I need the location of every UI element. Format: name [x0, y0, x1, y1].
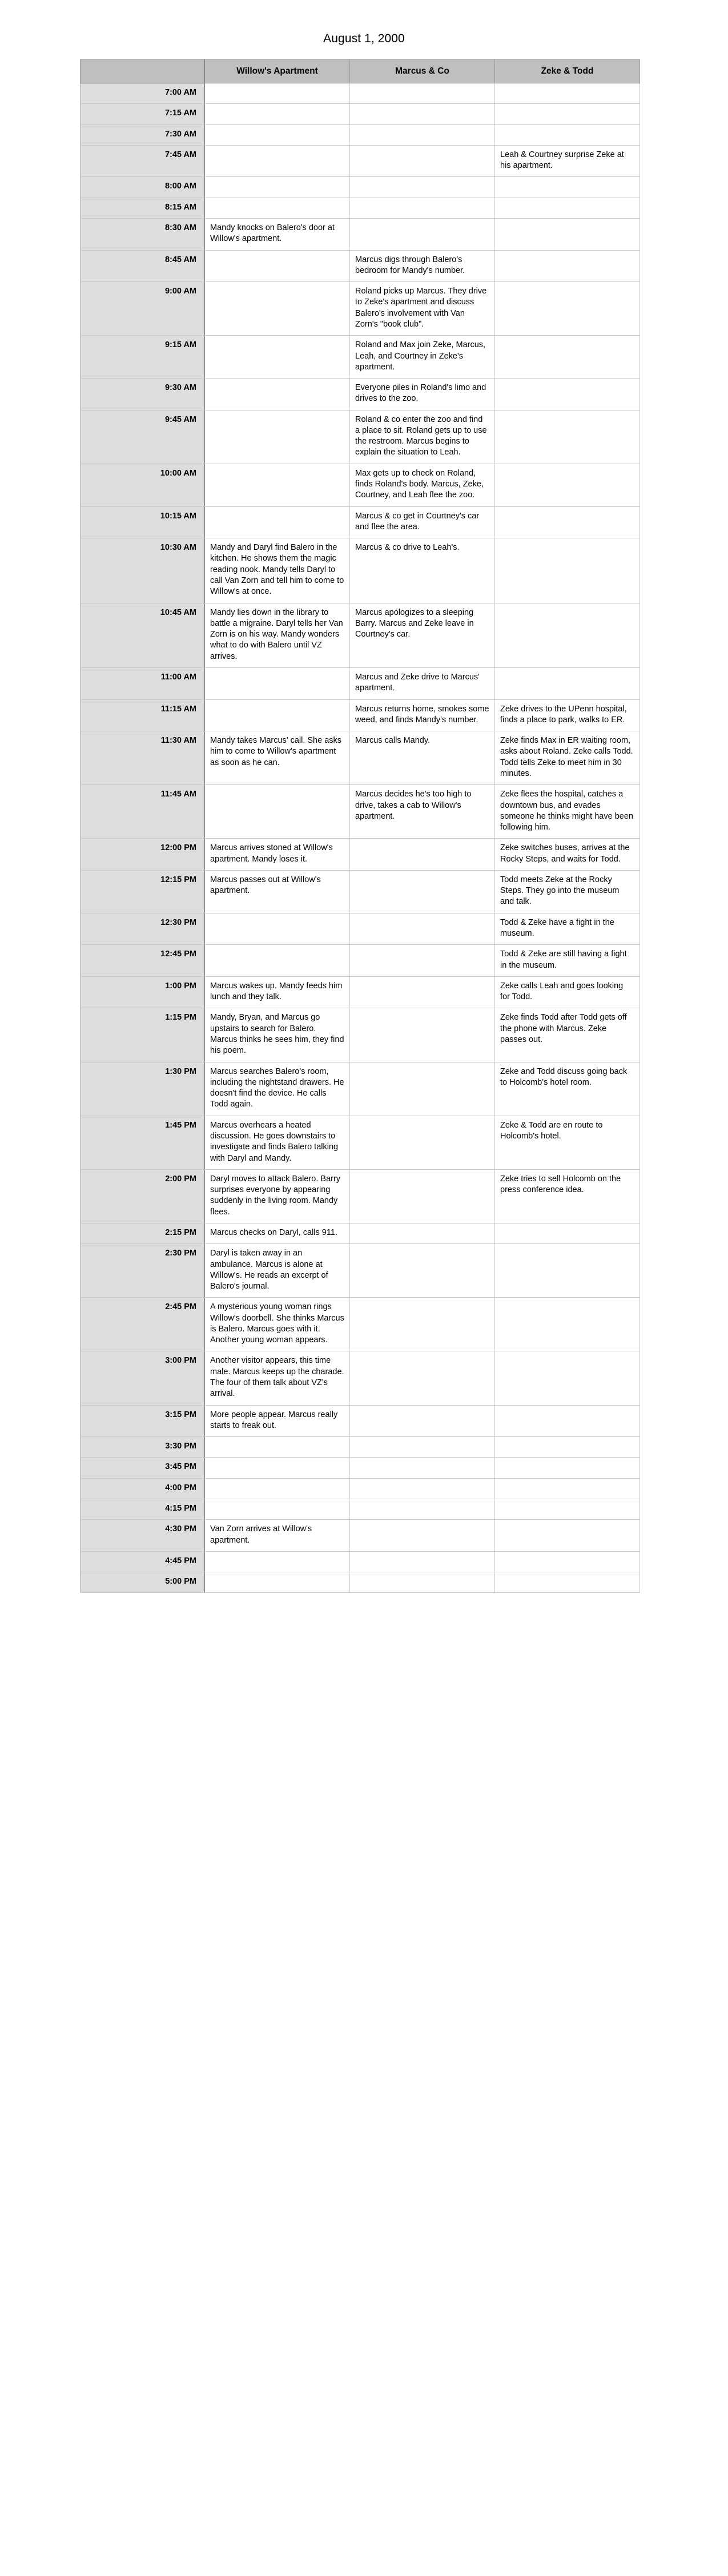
- table-row: [81, 336, 640, 379]
- time-label: 1:15 PM: [81, 1008, 205, 1062]
- event-cell-marcus-and-co: [350, 104, 495, 124]
- event-cell-marcus-and-co: [350, 1499, 495, 1520]
- event-cell-zeke-and-todd: [495, 1405, 640, 1437]
- event-cell-willows-apartment: Another visitor appears, this time male. Marcus keeps up the charade. The four of them talk about VZ's arrival.: [205, 1351, 350, 1405]
- event-cell-zeke-and-todd: Todd & Zeke are still having a fight in the museum.: [495, 945, 640, 977]
- event-cell-zeke-and-todd: [495, 104, 640, 124]
- event-cell-zeke-and-todd: Zeke tries to sell Holcomb on the press conference idea.: [495, 1169, 640, 1223]
- table-row: [81, 1551, 640, 1572]
- event-cell-zeke-and-todd: [495, 177, 640, 198]
- time-label: 7:45 AM: [81, 145, 205, 177]
- time-label: 7:15 AM: [81, 104, 205, 124]
- event-cell-willows-apartment: [205, 410, 350, 464]
- event-cell-zeke-and-todd: [495, 1520, 640, 1552]
- event-cell-willows-apartment: Daryl moves to attack Balero. Barry surprises everyone by appearing suddenly in the living room. Mandy flees.: [205, 1169, 350, 1223]
- event-cell-willows-apartment: [205, 1551, 350, 1572]
- event-cell-marcus-and-co: [350, 177, 495, 198]
- event-cell-zeke-and-todd: Zeke finds Max in ER waiting room, asks about Roland. Zeke calls Todd. Todd tells Zeke to meet him in 30 minutes.: [495, 731, 640, 785]
- event-cell-zeke-and-todd: [495, 1223, 640, 1243]
- timeline-table: [80, 59, 640, 1593]
- time-label: 2:15 PM: [81, 1223, 205, 1243]
- table-row: [81, 1223, 640, 1243]
- time-label: 4:00 PM: [81, 1478, 205, 1499]
- table-row: [81, 1008, 640, 1062]
- time-label: 3:00 PM: [81, 1351, 205, 1405]
- event-cell-zeke-and-todd: [495, 83, 640, 104]
- time-label: 3:15 PM: [81, 1405, 205, 1437]
- event-cell-willows-apartment: [205, 1499, 350, 1520]
- time-label: 9:45 AM: [81, 410, 205, 464]
- event-cell-marcus-and-co: [350, 1223, 495, 1243]
- table-row: [81, 976, 640, 1008]
- table-row: [81, 667, 640, 699]
- table-row: [81, 1062, 640, 1116]
- table-row: [81, 1437, 640, 1458]
- event-cell-marcus-and-co: Roland picks up Marcus. They drive to Zeke's apartment and discuss Balero's involvement with Van Zorn's "book club".: [350, 282, 495, 336]
- table-row: [81, 1405, 640, 1437]
- time-label: 10:15 AM: [81, 506, 205, 538]
- event-cell-zeke-and-todd: [495, 1437, 640, 1458]
- table-row: [81, 731, 640, 785]
- event-cell-marcus-and-co: [350, 945, 495, 977]
- event-cell-marcus-and-co: [350, 1351, 495, 1405]
- event-cell-willows-apartment: Daryl is taken away in an ambulance. Marcus is alone at Willow's. He reads an excerpt of Balero's journal.: [205, 1244, 350, 1298]
- time-label: 1:30 PM: [81, 1062, 205, 1116]
- event-cell-willows-apartment: [205, 1458, 350, 1478]
- event-cell-marcus-and-co: [350, 870, 495, 913]
- event-cell-zeke-and-todd: [495, 538, 640, 603]
- event-cell-willows-apartment: Mandy and Daryl find Balero in the kitchen. He shows them the magic reading nook. Mandy tells Daryl to call Van Zorn and tell him to come to Willow's at once.: [205, 538, 350, 603]
- event-cell-marcus-and-co: Max gets up to check on Roland, finds Roland's body. Marcus, Zeke, Courtney, and Leah flee the zoo.: [350, 464, 495, 506]
- time-label: 11:45 AM: [81, 785, 205, 839]
- event-cell-marcus-and-co: Marcus and Zeke drive to Marcus' apartment.: [350, 667, 495, 699]
- event-cell-marcus-and-co: Marcus returns home, smokes some weed, and finds Mandy's number.: [350, 699, 495, 731]
- event-cell-willows-apartment: [205, 250, 350, 282]
- table-row: [81, 218, 640, 250]
- event-cell-marcus-and-co: [350, 1008, 495, 1062]
- event-cell-zeke-and-todd: [495, 198, 640, 218]
- time-label: 11:00 AM: [81, 667, 205, 699]
- table-row: [81, 538, 640, 603]
- event-cell-marcus-and-co: [350, 1458, 495, 1478]
- event-cell-marcus-and-co: Marcus apologizes to a sleeping Barry. Marcus and Zeke leave in Courtney's car.: [350, 603, 495, 667]
- event-cell-willows-apartment: [205, 83, 350, 104]
- event-cell-marcus-and-co: [350, 1062, 495, 1116]
- table-row: [81, 464, 640, 506]
- event-cell-zeke-and-todd: [495, 1298, 640, 1351]
- event-cell-marcus-and-co: [350, 976, 495, 1008]
- page-title: August 1, 2000: [323, 32, 405, 45]
- table-row: [81, 1458, 640, 1478]
- table-row: [81, 104, 640, 124]
- event-cell-willows-apartment: [205, 1437, 350, 1458]
- table-row: [81, 699, 640, 731]
- event-cell-willows-apartment: Marcus arrives stoned at Willow's apartment. Mandy loses it.: [205, 839, 350, 871]
- event-cell-marcus-and-co: [350, 1551, 495, 1572]
- event-cell-marcus-and-co: Marcus digs through Balero's bedroom for Mandy's number.: [350, 250, 495, 282]
- event-cell-marcus-and-co: [350, 1520, 495, 1552]
- event-cell-willows-apartment: Marcus passes out at Willow's apartment.: [205, 870, 350, 913]
- event-cell-willows-apartment: [205, 699, 350, 731]
- table-row: [81, 1520, 640, 1552]
- event-cell-zeke-and-todd: [495, 379, 640, 410]
- event-cell-willows-apartment: [205, 124, 350, 145]
- time-label: 1:45 PM: [81, 1116, 205, 1169]
- time-label: 7:30 AM: [81, 124, 205, 145]
- event-cell-willows-apartment: [205, 785, 350, 839]
- event-cell-zeke-and-todd: [495, 1499, 640, 1520]
- table-row: [81, 282, 640, 336]
- time-label: 9:15 AM: [81, 336, 205, 379]
- event-cell-marcus-and-co: [350, 1298, 495, 1351]
- table-row: [81, 506, 640, 538]
- time-label: 12:45 PM: [81, 945, 205, 977]
- event-cell-willows-apartment: [205, 945, 350, 977]
- event-cell-zeke-and-todd: [495, 603, 640, 667]
- header-row: [81, 60, 640, 83]
- table-header: [81, 60, 640, 83]
- event-cell-zeke-and-todd: Zeke calls Leah and goes looking for Todd.: [495, 976, 640, 1008]
- table-row: [81, 839, 640, 871]
- table-row: [81, 83, 640, 104]
- time-label: 7:00 AM: [81, 83, 205, 104]
- event-cell-zeke-and-todd: Zeke finds Todd after Todd gets off the phone with Marcus. Zeke passes out.: [495, 1008, 640, 1062]
- event-cell-willows-apartment: [205, 464, 350, 506]
- event-cell-zeke-and-todd: [495, 1478, 640, 1499]
- event-cell-marcus-and-co: Marcus calls Mandy.: [350, 731, 495, 785]
- event-cell-willows-apartment: [205, 667, 350, 699]
- event-cell-willows-apartment: [205, 1478, 350, 1499]
- table-row: [81, 913, 640, 945]
- time-label: 3:45 PM: [81, 1458, 205, 1478]
- event-cell-marcus-and-co: [350, 1572, 495, 1593]
- event-cell-marcus-and-co: Marcus decides he's too high to drive, takes a cab to Willow's apartment.: [350, 785, 495, 839]
- time-label: 1:00 PM: [81, 976, 205, 1008]
- time-label: 2:45 PM: [81, 1298, 205, 1351]
- event-cell-marcus-and-co: [350, 1478, 495, 1499]
- table-row: [81, 1116, 640, 1169]
- event-cell-willows-apartment: [205, 282, 350, 336]
- event-cell-marcus-and-co: [350, 124, 495, 145]
- event-cell-zeke-and-todd: [495, 282, 640, 336]
- event-cell-willows-apartment: [205, 104, 350, 124]
- event-cell-zeke-and-todd: [495, 1551, 640, 1572]
- event-cell-willows-apartment: Van Zorn arrives at Willow's apartment.: [205, 1520, 350, 1552]
- event-cell-marcus-and-co: [350, 145, 495, 177]
- event-cell-willows-apartment: Marcus overhears a heated discussion. He goes downstairs to investigate and finds Balero talking with Daryl and Mandy.: [205, 1116, 350, 1169]
- event-cell-marcus-and-co: Roland and Max join Zeke, Marcus, Leah, and Courtney in Zeke's apartment.: [350, 336, 495, 379]
- column-header-marcus-and-co: Marcus & Co: [350, 60, 495, 83]
- table-row: [81, 177, 640, 198]
- table-row: [81, 250, 640, 282]
- event-cell-zeke-and-todd: [495, 124, 640, 145]
- event-cell-willows-apartment: Mandy takes Marcus' call. She asks him to come to Willow's apartment as soon as he can.: [205, 731, 350, 785]
- event-cell-zeke-and-todd: [495, 1244, 640, 1298]
- table-row: [81, 870, 640, 913]
- event-cell-willows-apartment: A mysterious young woman rings Willow's doorbell. She thinks Marcus is Balero. Marcus goes with it. Another young woman appears.: [205, 1298, 350, 1351]
- event-cell-willows-apartment: [205, 506, 350, 538]
- event-cell-marcus-and-co: Everyone piles in Roland's limo and drives to the zoo.: [350, 379, 495, 410]
- event-cell-willows-apartment: Mandy knocks on Balero's door at Willow's apartment.: [205, 218, 350, 250]
- event-cell-marcus-and-co: [350, 913, 495, 945]
- table-row: [81, 945, 640, 977]
- event-cell-zeke-and-todd: [495, 1351, 640, 1405]
- event-cell-willows-apartment: Mandy, Bryan, and Marcus go upstairs to search for Balero. Marcus thinks he sees him, they find his poem.: [205, 1008, 350, 1062]
- time-label: 9:00 AM: [81, 282, 205, 336]
- event-cell-marcus-and-co: Marcus & co drive to Leah's.: [350, 538, 495, 603]
- time-label: 5:00 PM: [81, 1572, 205, 1593]
- event-cell-marcus-and-co: [350, 1169, 495, 1223]
- event-cell-zeke-and-todd: [495, 667, 640, 699]
- time-label: 12:00 PM: [81, 839, 205, 871]
- event-cell-marcus-and-co: [350, 839, 495, 871]
- event-cell-marcus-and-co: [350, 218, 495, 250]
- table-row: [81, 198, 640, 218]
- event-cell-marcus-and-co: [350, 83, 495, 104]
- table-row: [81, 1298, 640, 1351]
- table-row: [81, 1478, 640, 1499]
- time-label: 10:45 AM: [81, 603, 205, 667]
- event-cell-willows-apartment: [205, 913, 350, 945]
- event-cell-willows-apartment: Mandy lies down in the library to battle a migraine. Daryl tells her Van Zorn is on his way. Mandy wonders what to do with Balero until VZ arrives.: [205, 603, 350, 667]
- event-cell-marcus-and-co: [350, 1244, 495, 1298]
- event-cell-marcus-and-co: [350, 1405, 495, 1437]
- event-cell-zeke-and-todd: Zeke flees the hospital, catches a downtown bus, and evades someone he thinks might have been following him.: [495, 785, 640, 839]
- event-cell-willows-apartment: Marcus wakes up. Mandy feeds him lunch and they talk.: [205, 976, 350, 1008]
- time-label: 3:30 PM: [81, 1437, 205, 1458]
- event-cell-willows-apartment: [205, 336, 350, 379]
- timeline-table-container: [0, 59, 728, 1593]
- time-label: 11:15 AM: [81, 699, 205, 731]
- event-cell-marcus-and-co: Roland & co enter the zoo and find a place to sit. Roland gets up to use the restroom. Marcus begins to explain the situation to Leah.: [350, 410, 495, 464]
- time-label: 8:15 AM: [81, 198, 205, 218]
- event-cell-marcus-and-co: [350, 198, 495, 218]
- event-cell-willows-apartment: [205, 198, 350, 218]
- column-header-time: [81, 60, 205, 83]
- table-row: [81, 603, 640, 667]
- time-label: 12:15 PM: [81, 870, 205, 913]
- time-label: 12:30 PM: [81, 913, 205, 945]
- time-label: 2:00 PM: [81, 1169, 205, 1223]
- column-header-willows-apartment: Willow's Apartment: [205, 60, 350, 83]
- table-row: [81, 1244, 640, 1298]
- table-row: [81, 410, 640, 464]
- event-cell-willows-apartment: [205, 145, 350, 177]
- time-label: 10:00 AM: [81, 464, 205, 506]
- table-row: [81, 1351, 640, 1405]
- event-cell-zeke-and-todd: [495, 1458, 640, 1478]
- table-body: [81, 83, 640, 1593]
- event-cell-willows-apartment: Marcus checks on Daryl, calls 911.: [205, 1223, 350, 1243]
- event-cell-zeke-and-todd: [495, 336, 640, 379]
- table-row: [81, 1499, 640, 1520]
- time-label: 10:30 AM: [81, 538, 205, 603]
- event-cell-willows-apartment: [205, 379, 350, 410]
- event-cell-zeke-and-todd: Leah & Courtney surprise Zeke at his apartment.: [495, 145, 640, 177]
- event-cell-willows-apartment: [205, 177, 350, 198]
- event-cell-willows-apartment: [205, 1572, 350, 1593]
- event-cell-zeke-and-todd: Zeke switches buses, arrives at the Rocky Steps, and waits for Todd.: [495, 839, 640, 871]
- event-cell-zeke-and-todd: [495, 218, 640, 250]
- event-cell-zeke-and-todd: Zeke and Todd discuss going back to Holcomb's hotel room.: [495, 1062, 640, 1116]
- event-cell-zeke-and-todd: Todd & Zeke have a fight in the museum.: [495, 913, 640, 945]
- event-cell-willows-apartment: More people appear. Marcus really starts to freak out.: [205, 1405, 350, 1437]
- table-row: [81, 379, 640, 410]
- time-label: 4:30 PM: [81, 1520, 205, 1552]
- event-cell-zeke-and-todd: [495, 1572, 640, 1593]
- table-row: [81, 145, 640, 177]
- time-label: 2:30 PM: [81, 1244, 205, 1298]
- event-cell-zeke-and-todd: [495, 506, 640, 538]
- time-label: 4:45 PM: [81, 1551, 205, 1572]
- event-cell-willows-apartment: Marcus searches Balero's room, including the nightstand drawers. He doesn't find the device. He calls Todd again.: [205, 1062, 350, 1116]
- event-cell-marcus-and-co: [350, 1116, 495, 1169]
- event-cell-marcus-and-co: [350, 1437, 495, 1458]
- table-row: [81, 124, 640, 145]
- event-cell-zeke-and-todd: Zeke drives to the UPenn hospital, finds a place to park, walks to ER.: [495, 699, 640, 731]
- event-cell-marcus-and-co: Marcus & co get in Courtney's car and flee the area.: [350, 506, 495, 538]
- time-label: 8:00 AM: [81, 177, 205, 198]
- table-row: [81, 1169, 640, 1223]
- event-cell-zeke-and-todd: [495, 250, 640, 282]
- event-cell-zeke-and-todd: [495, 464, 640, 506]
- table-row: [81, 1572, 640, 1593]
- event-cell-zeke-and-todd: Zeke & Todd are en route to Holcomb's hotel.: [495, 1116, 640, 1169]
- event-cell-zeke-and-todd: Todd meets Zeke at the Rocky Steps. They go into the museum and talk.: [495, 870, 640, 913]
- time-label: 11:30 AM: [81, 731, 205, 785]
- column-header-zeke-and-todd: Zeke & Todd: [495, 60, 640, 83]
- time-label: 4:15 PM: [81, 1499, 205, 1520]
- event-cell-zeke-and-todd: [495, 410, 640, 464]
- time-label: 8:45 AM: [81, 250, 205, 282]
- time-label: 9:30 AM: [81, 379, 205, 410]
- time-label: 8:30 AM: [81, 218, 205, 250]
- table-row: [81, 785, 640, 839]
